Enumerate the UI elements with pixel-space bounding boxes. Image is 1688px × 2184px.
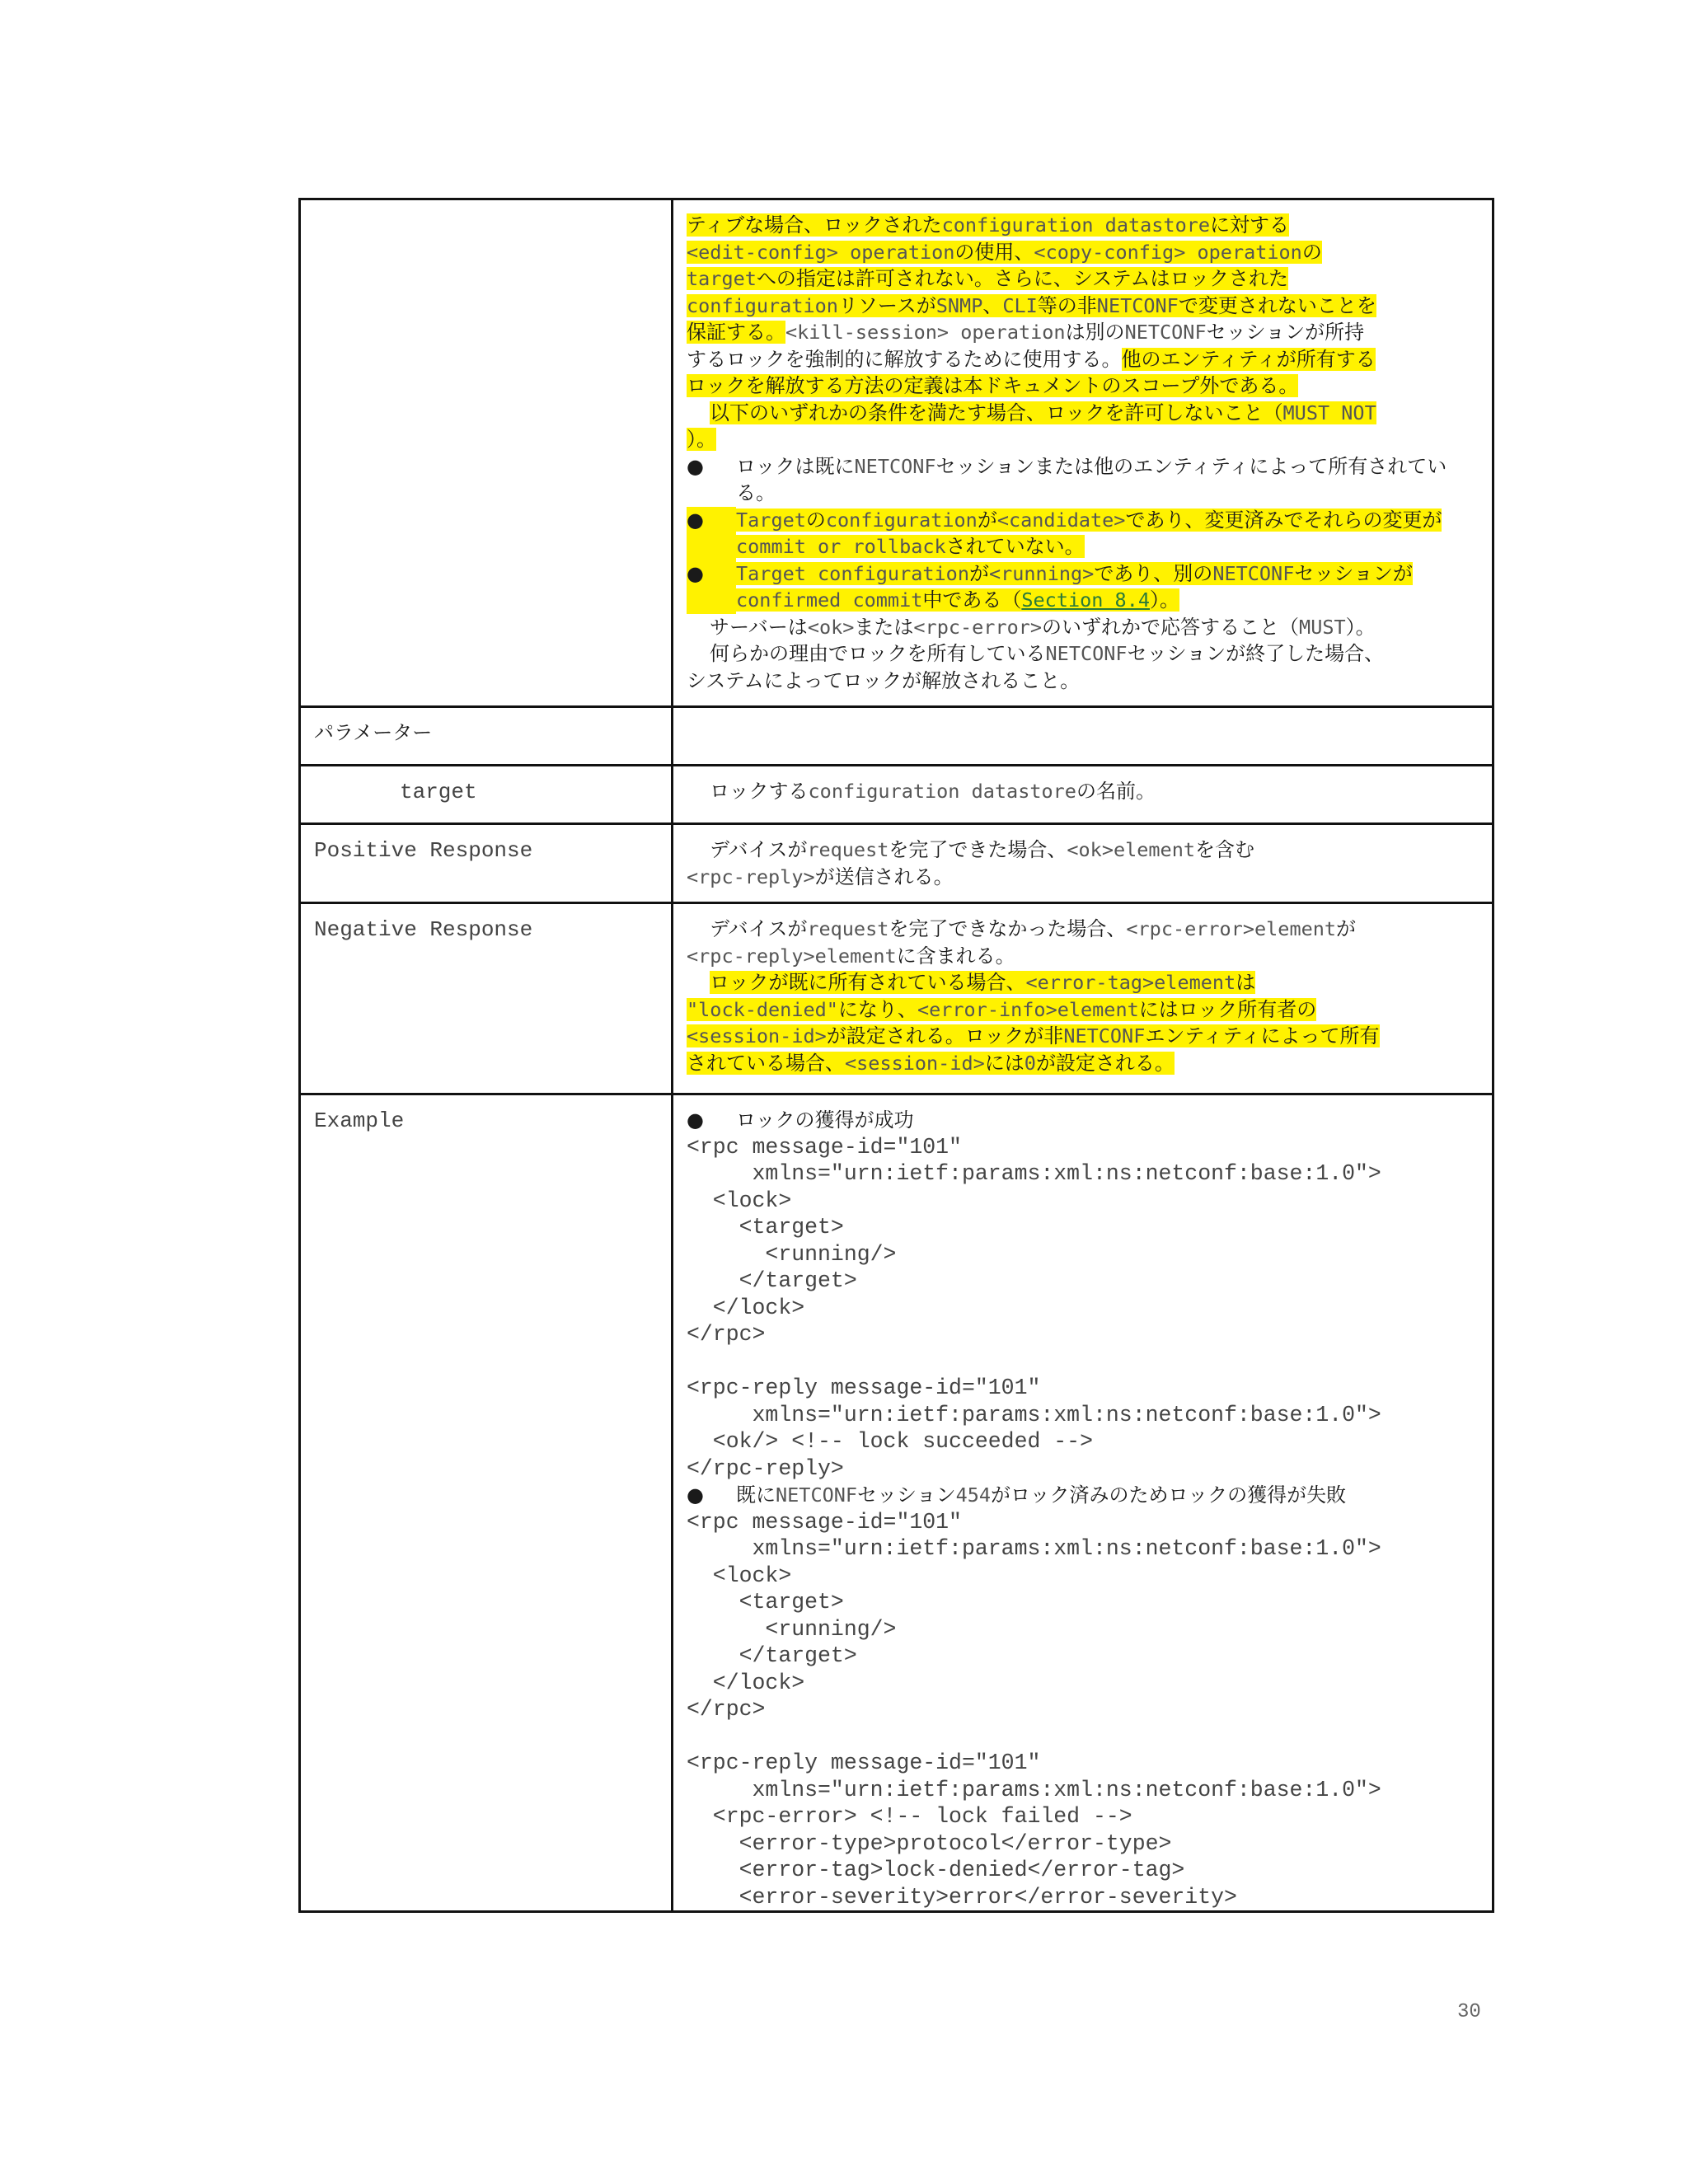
- text-run: の使用、: [954, 240, 1034, 264]
- text-run: ）。: [687, 428, 716, 451]
- text-run: NETCONF: [1124, 321, 1207, 344]
- text-run: Target configuration: [736, 561, 969, 585]
- bullet-text: [736, 453, 1479, 507]
- table-row-example: [300, 1094, 1493, 1912]
- text-run: サーバーは: [710, 615, 808, 639]
- text-run: SNMP: [935, 293, 983, 317]
- text-run: configuration datastore: [808, 780, 1076, 803]
- example-content: [673, 1094, 1493, 1912]
- text-line: [687, 1050, 1479, 1077]
- text-run: request: [807, 917, 889, 940]
- bullet-dot: ●: [687, 560, 736, 614]
- text-line: [687, 346, 1479, 373]
- text-run: は: [1236, 971, 1256, 994]
- text-run: の: [1301, 240, 1322, 264]
- text-line: [687, 239, 1479, 266]
- text-run: ロックの獲得が成功: [736, 1108, 914, 1132]
- negative-label-cell: [300, 903, 673, 1094]
- text-line: [687, 969, 1479, 996]
- text-run: の名前。: [1076, 780, 1156, 803]
- text-run: への指定は許可されない。さらに、システムはロックされた: [756, 267, 1289, 290]
- text-run: セッションまたは他のエンティティによって所有されている。: [736, 454, 1447, 504]
- text-run: または: [854, 615, 914, 639]
- text-run: を完了できなかった場合、: [889, 917, 1127, 940]
- text-run: されている場合、: [687, 1051, 845, 1075]
- bullet-dot: ●: [687, 1108, 704, 1132]
- table-row-description: [300, 199, 1493, 707]
- text-run: の: [805, 508, 826, 532]
- text-run: NETCONF: [1212, 561, 1295, 585]
- text-run: デバイスが: [710, 917, 808, 940]
- positive-label-cell: [300, 824, 673, 903]
- text-run: configuration datastore: [941, 213, 1211, 237]
- text-run: <error-tag>element: [1025, 971, 1236, 994]
- target-label-cell: [300, 766, 673, 824]
- text-run: のいずれかで応答すること（: [1042, 615, 1300, 639]
- text-run: を含む: [1195, 838, 1255, 861]
- text-run: セッションが終了した場合、: [1127, 642, 1385, 665]
- text-run: 等の非: [1037, 293, 1097, 317]
- text-run: にはロック所有者の: [1138, 997, 1317, 1021]
- text-run: <copy-config> operation: [1034, 240, 1302, 264]
- text-run: <kill-session> operation: [785, 321, 1066, 344]
- positive-response-label: Positive Response: [314, 838, 533, 863]
- negative-response-label: Negative Response: [314, 917, 533, 942]
- text-run: NETCONF: [1096, 293, 1179, 317]
- text-run: NETCONF: [1045, 642, 1128, 665]
- text-line: [687, 373, 1479, 400]
- text-run: セッションが: [1294, 561, 1413, 585]
- text-run: 他のエンティティが所有する: [1121, 347, 1376, 371]
- text-run: で変更されないことを: [1178, 293, 1376, 317]
- text-line: [687, 864, 1479, 891]
- text-run: <rpc-error>: [913, 615, 1043, 639]
- text-line: [687, 212, 1479, 239]
- text-run: 0: [1024, 1051, 1036, 1075]
- text-run: システムによってロックが解放されること。: [687, 668, 1081, 692]
- text-line: [687, 916, 1479, 943]
- desc-content-cell: [673, 199, 1493, 707]
- text-line: [687, 293, 1479, 320]
- bullet-item: [687, 507, 1479, 560]
- text-run: が: [968, 561, 989, 585]
- text-run: であり、別の: [1094, 561, 1213, 585]
- text-run: 以下のいずれかの条件を満たす場合、ロックを許可しないこと（: [710, 401, 1283, 424]
- table-row-parameters: [300, 707, 1493, 766]
- text-run: <ok>: [807, 615, 855, 639]
- table-row-negative-response: [300, 903, 1493, 1094]
- text-run: "lock-denied": [687, 997, 838, 1021]
- text-run: <edit-config> operation: [687, 240, 955, 264]
- negative-response-content: [673, 903, 1493, 1094]
- text-run: <running>: [988, 561, 1095, 585]
- text-run: には: [984, 1051, 1025, 1075]
- bullet-text: [736, 560, 1479, 614]
- target-description: [673, 766, 1493, 824]
- example-bullet-failure: [687, 1482, 1479, 1509]
- text-run: ロックが既に所有されている場合、: [710, 971, 1026, 994]
- text-run: request: [807, 838, 889, 861]
- text-run: configuration: [825, 508, 978, 532]
- text-run: <session-id>: [845, 1051, 985, 1075]
- table-row-positive-response: [300, 824, 1493, 903]
- text-line: [687, 1023, 1479, 1050]
- example-label: Example: [314, 1108, 405, 1133]
- text-run: セッション: [857, 1483, 956, 1507]
- target-label: target: [400, 780, 477, 804]
- text-run: するロックを強制的に解放するために使用する。: [687, 347, 1122, 371]
- text-run: は別の: [1065, 321, 1125, 344]
- text-run: MUST NOT: [1282, 401, 1376, 424]
- text-line: [687, 640, 1479, 668]
- text-run: ロックを解放する方法の定義は本ドキュメントのスコープ外である。: [687, 374, 1299, 397]
- bullet-item: [687, 453, 1479, 507]
- text-run: NETCONF: [1063, 1024, 1146, 1047]
- text-run: エンティティによって所有: [1145, 1024, 1380, 1047]
- text-run: ロックする: [710, 780, 809, 803]
- text-run: 、: [982, 293, 1003, 317]
- text-run: デバイスが: [710, 838, 808, 861]
- text-line: [687, 996, 1479, 1024]
- text-run: configuration: [687, 293, 838, 317]
- text-run: commit or rollback: [736, 535, 946, 558]
- text-run: ロックは既に: [736, 454, 855, 478]
- text-run: ）。: [1150, 588, 1180, 612]
- text-line: [687, 943, 1479, 970]
- bullet-dot: ●: [687, 454, 704, 478]
- text-run: を完了できた場合、: [889, 838, 1067, 861]
- spec-table: [298, 198, 1494, 1913]
- text-run: が送信される。: [814, 865, 954, 888]
- section-link[interactable]: Section 8.4: [1021, 588, 1151, 612]
- code-block-success: <rpc message-id="101" xmlns="urn:ietf:params:xml:ns:netconf:base:1.0"> <lock> <target> <running/> </target> </lock> </rpc> <rpc-reply message-id="101" xmlns="urn:ietf:params:xml:ns:netconf:base:1.0"> <ok/> <!-- lock succeeded --> </rpc-reply>: [687, 1134, 1381, 1481]
- bullet-dot: ●: [687, 507, 736, 560]
- text-run: 中である（: [922, 588, 1022, 612]
- desc-label-cell: [300, 199, 673, 707]
- text-run: <session-id>: [687, 1024, 827, 1047]
- text-run: CLI: [1002, 293, 1038, 317]
- text-run: 何らかの理由でロックを所有している: [710, 642, 1046, 665]
- text-run: Target: [736, 508, 806, 532]
- text-run: MUST: [1299, 615, 1346, 639]
- text-line: [687, 426, 1479, 453]
- text-run: が設定される。: [1035, 1051, 1175, 1075]
- text-run: 既に: [736, 1483, 776, 1507]
- text-run: <candidate>: [996, 508, 1126, 532]
- text-run: <rpc-reply>element: [687, 944, 897, 968]
- text-line: [687, 614, 1479, 641]
- text-run: NETCONF: [854, 454, 936, 478]
- bullet-dot: ●: [687, 1483, 704, 1507]
- text-run: が: [1336, 917, 1357, 940]
- text-run: ティブな場合、ロックされた: [687, 213, 942, 237]
- text-run: になり、: [837, 997, 917, 1021]
- parameters-label: パラメーター: [300, 707, 673, 766]
- text-run: 保証する。: [687, 321, 785, 344]
- text-run: <ok>element: [1067, 838, 1196, 861]
- text-line: [687, 400, 1479, 427]
- example-bullet-success: [687, 1107, 1479, 1134]
- text-run: ）。: [1345, 615, 1376, 639]
- page-number: 30: [1457, 2001, 1481, 2023]
- text-run: に対する: [1210, 213, 1290, 237]
- parameters-empty-cell: [673, 707, 1493, 766]
- text-run: が設定される。ロックが非: [826, 1024, 1064, 1047]
- text-run: <rpc-reply>: [687, 865, 815, 888]
- bullet-item: [687, 560, 1479, 614]
- text-line: [687, 837, 1479, 864]
- text-line: [687, 668, 1479, 695]
- text-run: confirmed commit: [736, 588, 923, 612]
- text-run: に含まれる。: [896, 944, 1015, 968]
- text-run: されていない。: [945, 535, 1085, 558]
- text-run: セッションが所持: [1206, 321, 1365, 344]
- bullet-text: [736, 507, 1479, 560]
- table-row-target: [300, 766, 1493, 824]
- text-run: リソースが: [837, 293, 936, 317]
- text-run: であり、変更済みでそれらの変更が: [1125, 508, 1442, 532]
- text-run: <error-info>element: [917, 997, 1139, 1021]
- text-run: NETCONF: [776, 1483, 858, 1507]
- text-run: 454: [955, 1483, 992, 1507]
- code-block-failure: <rpc message-id="101" xmlns="urn:ietf:params:xml:ns:netconf:base:1.0"> <lock> <target> <running/> </target> </lock> </rpc> <rpc-reply message-id="101" xmlns="urn:ietf:params:xml:ns:netconf:base:1.0"> <rpc-error> <!-- lock failed --> <error-type>protocol</error-type> <error-tag>lock-denied</error-tag> <error-severity>error</error-severity>: [687, 1509, 1381, 1910]
- text-run: target: [687, 267, 757, 290]
- text-run: <rpc-error>element: [1126, 917, 1337, 940]
- text-line: [687, 319, 1479, 346]
- positive-response-content: [673, 824, 1493, 903]
- example-label-cell: [300, 1094, 673, 1912]
- text-run: が: [977, 508, 997, 532]
- text-run: がロック済みのためロックの獲得が失敗: [991, 1483, 1347, 1507]
- text-line: [687, 265, 1479, 293]
